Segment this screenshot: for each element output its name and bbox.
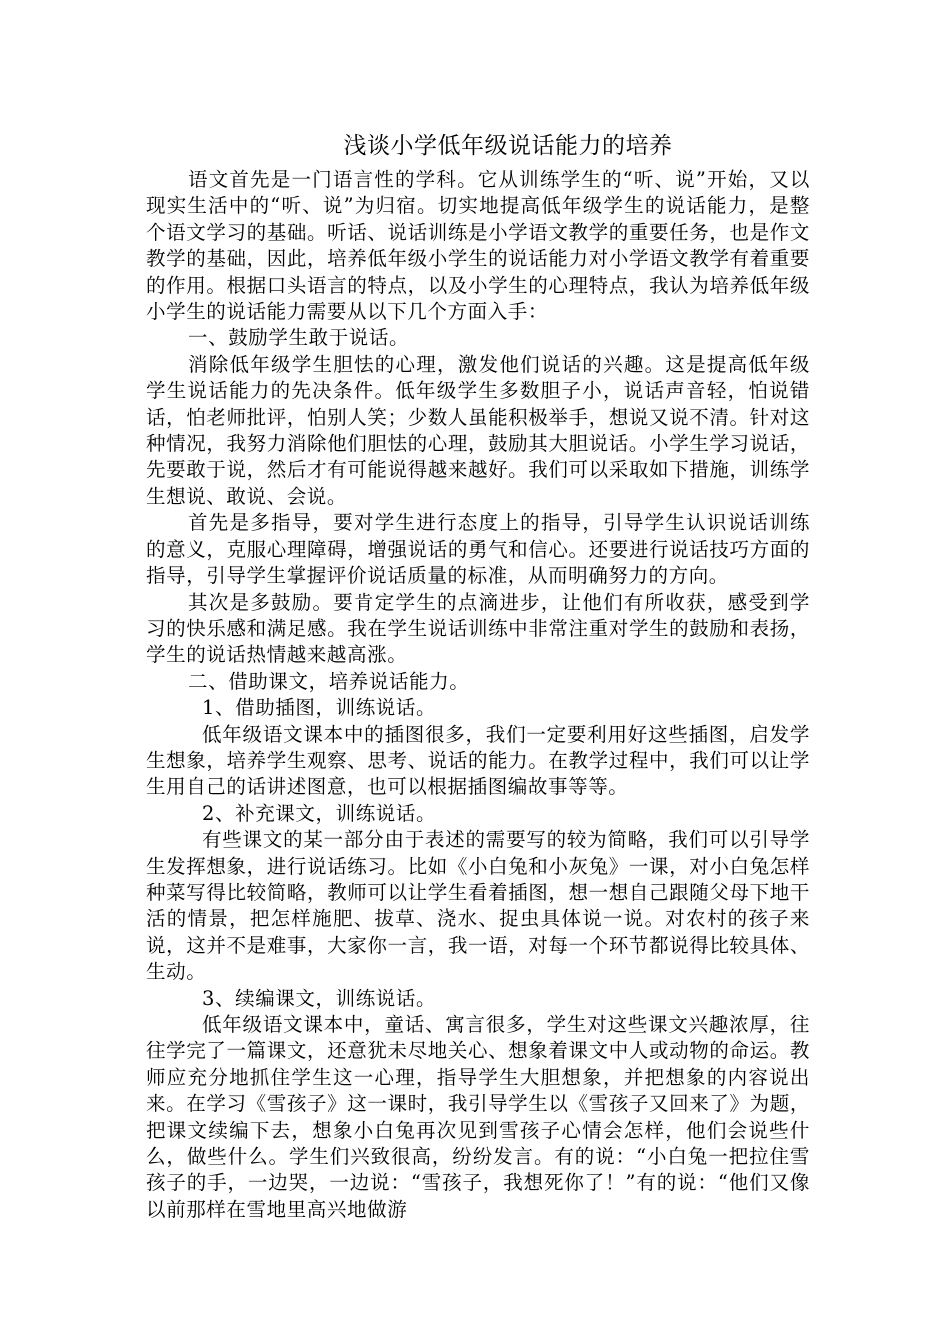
document-page xyxy=(146,130,810,1223)
heading-section-2: 二、借助课文，培养说话能力。 xyxy=(188,669,470,693)
heading-section-1: 一、鼓励学生敢于说话。 xyxy=(188,326,410,350)
paragraph-supplement: 有些课文的某一部分由于表述的需要写的较为简略，我们可以引导学生发挥想象，进行说话练习。比如《小白兔和小灰兔》一课，对小白兔怎样种菜写得比较简略，教师可以让学生看着插图，想一想自己跟随父母下地干活的情景，把怎样施肥、拔草、浇水、捉虫具体说一说。对农村的孩子来说，这并不是难事，大家你一言，我一语，对每一个环节都说得比较具体、生动。 xyxy=(146,828,810,984)
heading-subsection-2: 2、补充课文，训练说话。 xyxy=(202,801,437,825)
heading-subsection-3: 3、续编课文，训练说话。 xyxy=(202,986,437,1010)
paragraph-encouragement: 其次是多鼓励。要肯定学生的点滴进步，让他们有所收获，感受到学习的快乐感和满足感。我在学生说话训练中非常注重对学生的鼓励和表扬，学生的说话热情越来越高涨。 xyxy=(146,590,810,667)
heading-subsection-1: 1、借助插图，训练说话。 xyxy=(202,696,437,720)
paragraph-intro: 语文首先是一门语言性的学科。它从训练学生的“听、说”开始，又以现实生活中的“听、说”为归宿。切实地提高低年级学生的说话能力，是整个语文学习的基础。听话、说话训练是小学语文教学的重要任务，也是作文教学的基础，因此，培养低年级小学生的说话能力对小学语文教学有着重要的作用。根据口头语言的特点，以及小学生的心理特点，我认为培养低年级小学生的说话能力需要从以下几个方面入手： xyxy=(146,168,810,324)
paragraph-section-1-body: 消除低年级学生胆怯的心理，激发他们说话的兴趣。这是提高低年级学生说话能力的先决条件。低年级学生多数胆子小，说话声音轻，怕说错话，怕老师批评，怕别人笑；少数人虽能积极举手，想说又说不清。针对这种情况，我努力消除他们胆怯的心理，鼓励其大胆说话。小学生学习说话，先要敢于说，然后才有可能说得越来越好。我们可以采取如下措施，训练学生想说、敢说、会说。 xyxy=(146,352,810,508)
document-title: 浅谈小学低年级说话能力的培养 xyxy=(343,133,673,159)
paragraph-illustrations: 低年级语文课本中的插图很多，我们一定要利用好这些插图，启发学生想象，培养学生观察、思考、说话的能力。在教学过程中，我们可以让学生用自己的话讲述图意，也可以根据插图编故事等等。 xyxy=(146,722,810,799)
paragraph-guidance: 首先是多指导，要对学生进行态度上的指导，引导学生认识说话训练的意义，克服心理障碍，增强说话的勇气和信心。还要进行说话技巧方面的指导，引导学生掌握评价说话质量的标准，从而明确努力的方向。 xyxy=(146,511,810,588)
paragraph-continuation: 低年级语文课本中，童话、寓言很多，学生对这些课文兴趣浓厚，往往学完了一篇课文，还意犹未尽地关心、想象着课文中人或动物的命运。教师应充分地抓住学生这一心理，指导学生大胆想象，并把想象的内容说出来。在学习《雪孩子》这一课时，我引导学生以《雪孩子又回来了》为题，把课文续编下去，想象小白兔再次见到雪孩子心情会怎样，他们会说些什么，做些什么。学生们兴致很高，纷纷发言。有的说：“小白兔一把拉住雪孩子的手，一边哭，一边说：“雪孩子，我想死你了！”有的说：“他们又像以前那样在雪地里高兴地做游 xyxy=(146,1013,810,1221)
